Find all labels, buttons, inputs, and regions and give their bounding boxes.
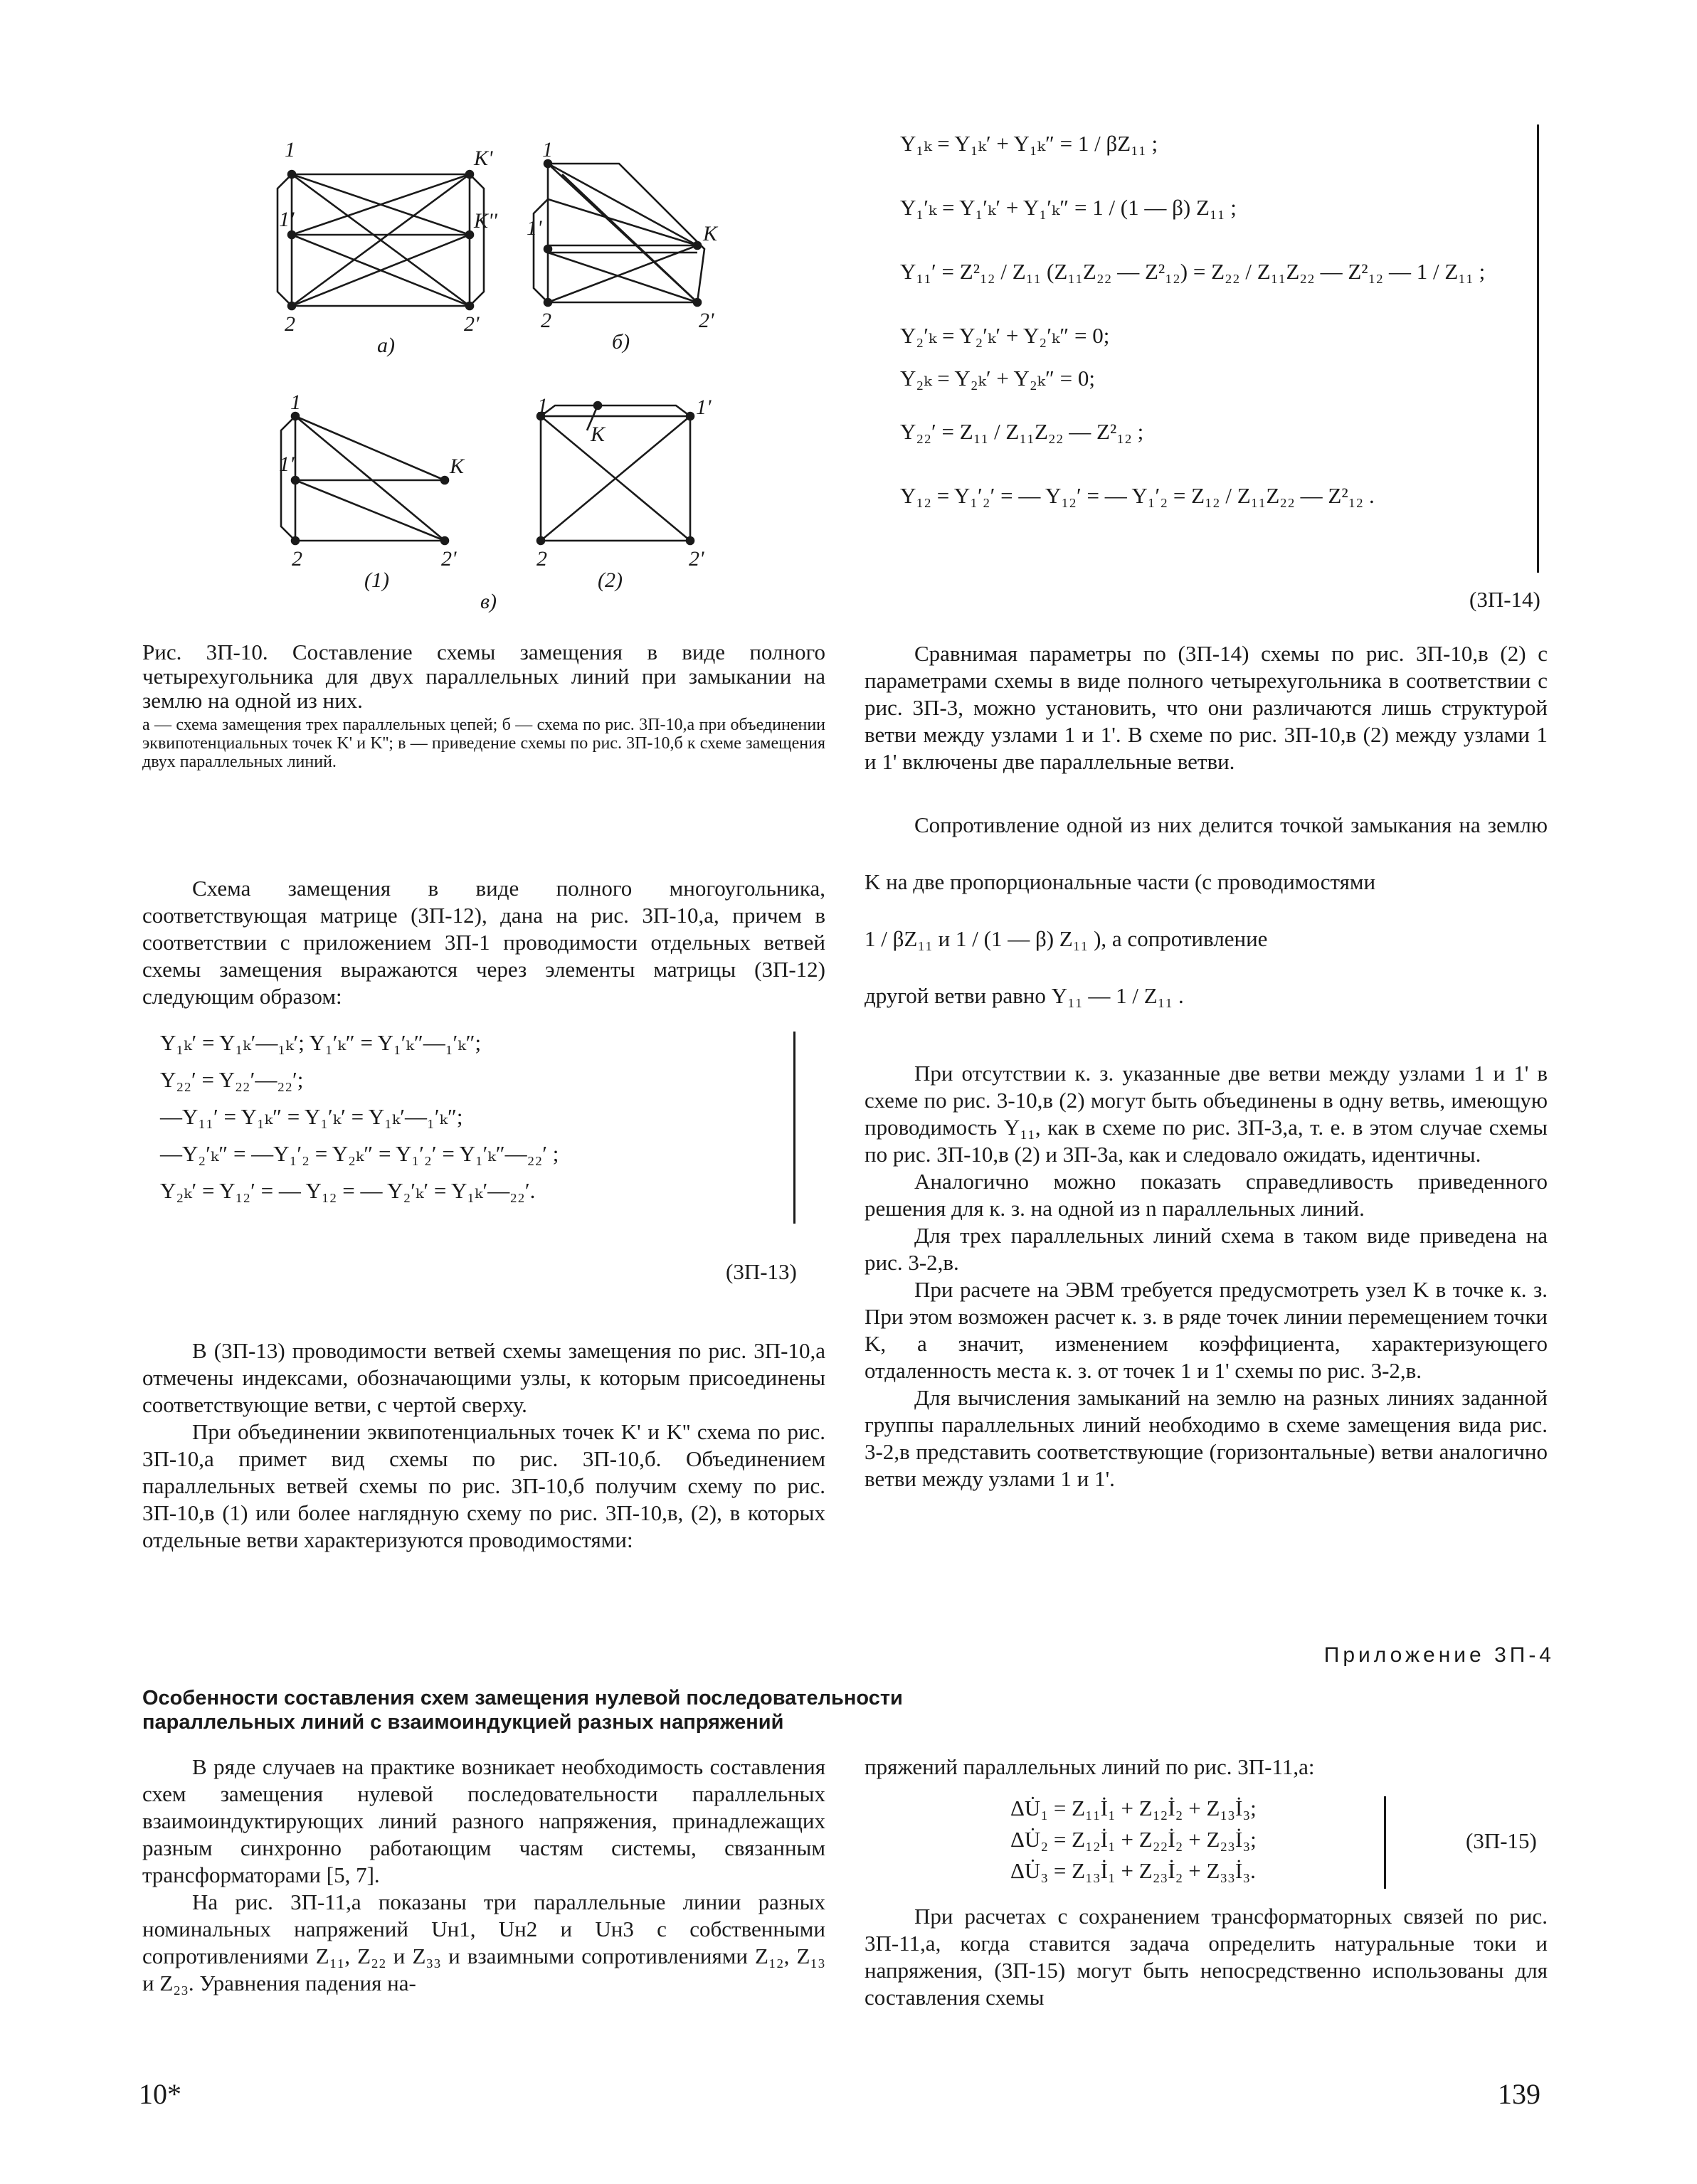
- eq14-line-4: Y₂′ₖ = Y₂′ₖ′ + Y₂′ₖ″ = 0;: [900, 323, 1110, 348]
- section-heading: [142, 1686, 1537, 1734]
- bottom-right-p0: [865, 1754, 1548, 1781]
- bottom-left: [142, 1754, 825, 1997]
- right-col-p1: [865, 640, 1548, 775]
- eq14-line-7: Y₁₂ = Y₁′₂′ = — Y₁₂′ = — Y₁′₂ = Z₁₂ / Z₁₁Z₂₂ — Z²₁₂ .: [900, 483, 1375, 508]
- paragraph: В ряде случаев на практике возникает необходимость составления схем замещения нулевой последовательности параллельных взаимоиндуктирующих линий разного напряжения, принадлежащих разным синхронно работающим частям системы, связанным трансформаторами [5, 7].: [142, 1754, 825, 1887]
- label-v1-1p: 1': [279, 452, 295, 476]
- paragraph: Аналогично можно показать справедливость приведенного решения для к. з. на одной из n параллельных линий.: [865, 1169, 1548, 1221]
- label-b-2: 2: [541, 309, 551, 332]
- label-a-2p: 2': [464, 312, 480, 336]
- eq14-line-2: Y₁′ₖ = Y₁′ₖ′ + Y₁′ₖ″ = 1 / (1 — β) Z₁₁ ;: [900, 195, 1237, 220]
- eq14-line-1: Y₁ₖ = Y₁ₖ′ + Y₁ₖ″ = 1 / βZ₁₁ ;: [900, 131, 1158, 156]
- diagram-v2: [537, 402, 694, 544]
- figure-caption: [142, 640, 825, 771]
- label-b-sub: б): [612, 330, 630, 354]
- eq13-line-1: Y₁ₖ′ = Y₁ₖ′—₁ₖ′; Y₁′ₖ″ = Y₁′ₖ″—₁′ₖ″;: [160, 1030, 482, 1055]
- diagram-b: [534, 160, 704, 306]
- bottom-right-p1: [865, 1903, 1548, 2011]
- paragraph: пряжений параллельных линий по рис. 3П-11,а:: [865, 1754, 1315, 1779]
- eq13-line-2: Y₂₂′ = Y₂₂′—₂₂′;: [160, 1067, 304, 1092]
- paragraph: При объединении эквипотенциальных точек K' и K'' схема по рис. 3П-10,а примет вид схемы по рис. 3П-10,б. Объединением параллельных ветвей схемы по рис. 3П-10,б получим схему по рис. 3П-10,в (1) или более наглядную схему по рис. 3П-10,в, (2), в которых отдельные ветви характеризуются проводимостями:: [142, 1419, 825, 1552]
- eq13-line-4: —Y₂′ₖ″ = —Y₁′₂ = Y₂ₖ″ = Y₁′₂′ = Y₁′ₖ″—₂₂′ ;: [160, 1141, 559, 1166]
- left-col-p1: [142, 875, 825, 1010]
- eq14-line-5: Y₂ₖ = Y₂ₖ′ + Y₂ₖ″ = 0;: [900, 366, 1095, 391]
- right-col-p3-p7: [865, 1060, 1548, 1493]
- eq14-line-3: Y₁₁′ = Z²₁₂ / Z₁₁ (Z₁₁Z₂₂ — Z²₁₂) = Z₂₂ / Z₁₁Z₂₂ — Z²₁₂ — 1 / Z₁₁ ;: [900, 259, 1486, 284]
- label-a-1: 1: [285, 138, 295, 161]
- heading-line-1: Особенности составления схем замещения нулевой последовательности: [142, 1687, 903, 1709]
- eq14-line-6: Y₂₂′ = Z₁₁ / Z₁₁Z₂₂ — Z²₁₂ ;: [900, 419, 1144, 444]
- paragraph: При расчетах с сохранением трансформаторных связей по рис. 3П-11,а, когда ставится задача определить натуральные токи и напряжения, (3П-15) могут быть непосредственно использованы для составления схемы: [865, 1904, 1548, 2010]
- paragraph: При расчете на ЭВМ требуется предусмотреть узел K в точке к. з. При этом возможен расчет к. з. в ряде точек линии перемещением точки K, а значит, изменением коэффициента, характеризующего отдаленность места к. з. от точек 1 и 1' схемы по рис. 3-2,в.: [865, 1277, 1548, 1383]
- diagram-v1: [281, 413, 448, 544]
- label-b-1: 1: [542, 138, 553, 161]
- caption-sub: а — схема замещения трех параллельных цепей; б — схема по рис. 3П-10,а при объединении эквипотенциальных точек K' и K''; в — приведение схемы по рис. 3П-10,б к схеме замещения двух параллельных линий.: [142, 716, 825, 771]
- eq13-line-5: Y₂ₖ′ = Y₁₂′ = — Y₁₂ = — Y₂′ₖ′ = Y₁ₖ′—₂₂′.: [160, 1178, 536, 1203]
- paragraph: Для трех параллельных линий схема в таком виде приведена на рис. 3-2,в.: [865, 1223, 1548, 1275]
- eq13-line-3: —Y₁₁′ = Y₁ₖ″ = Y₁′ₖ′ = Y₁ₖ′—₁′ₖ″;: [160, 1104, 463, 1129]
- eq15-line-2: ΔU̇₂ = Z₁₂İ₁ + Z₂₂İ₂ + Z₂₃İ₃;: [1010, 1827, 1257, 1852]
- label-v2-1: 1: [537, 394, 548, 418]
- figure-3p-10: [263, 135, 726, 619]
- label-v2-2: 2: [536, 547, 547, 571]
- label-v2-2p: 2': [689, 547, 704, 571]
- right-col-p2: [865, 797, 1548, 1024]
- label-b-k: K: [703, 222, 718, 245]
- eq14-brace: [1530, 124, 1539, 573]
- label-b-1p: 1': [527, 216, 542, 240]
- paragraph: Сравнимая параметры по (3П-14) схемы по рис. 3П-10,в (2) с параметрами схемы в виде полного четырехугольника в соответствии с рис. 3П-3, можно установить, что они различаются лишь структурой ветви между узлами 1 и 1'. В схеме по рис. 3П-10,в (2) между узлами 1 и 1' включены две параллельные ветви.: [865, 641, 1548, 774]
- label-v1-sub: (1): [364, 568, 389, 592]
- eq14-number: (3П-14): [1469, 587, 1540, 612]
- label-a-kpp: K'': [474, 209, 497, 233]
- label-v-sub: в): [480, 590, 497, 613]
- footer-signature: 10*: [139, 2078, 181, 2110]
- equation-3p-13: [160, 1028, 800, 1213]
- equation-3p-14: [900, 128, 1540, 523]
- equation-3p-15: [1010, 1793, 1257, 1887]
- label-v1-k: K: [450, 455, 465, 478]
- left-col-p2p3: [142, 1337, 825, 1554]
- paragraph-b: 1 / βZ₁₁ и 1 / (1 — β) Z₁₁ ), а сопротивление: [865, 926, 1268, 951]
- label-v1-2: 2: [292, 547, 302, 571]
- label-a-2: 2: [285, 312, 295, 336]
- heading-line-2: параллельных линий с взаимоиндукцией разных напряжений: [142, 1711, 784, 1734]
- diagram-a: [277, 171, 484, 309]
- paragraph: Схема замещения в виде полного многоугольника, соответствующая матрице (3П-12), дана на рис. 3П-10,а, причем в соответствии с приложением 3П-1 проводимости отдельных ветвей схемы замещения выражаются через элементы матрицы (3П-12) следующим образом:: [142, 876, 825, 1009]
- label-a-kp: K': [474, 147, 493, 170]
- paragraph: На рис. 3П-11,а показаны три параллельные линии разных номинальных напряжений Uн1, Uн2 и Uн3 с собственными сопротивлениями Z₁₁, Z₂₂ и Z₃₃ и взаимными сопротивлениями Z₁₂, Z₁₃ и Z₂₃. Уравнения падения на-: [142, 1889, 825, 1995]
- label-v2-k: K: [591, 423, 606, 446]
- label-v2-1p: 1': [696, 396, 712, 419]
- label-b-2p: 2': [699, 309, 714, 332]
- paragraph: В (3П-13) проводимости ветвей схемы замещения по рис. 3П-10,а отмечены индексами, обозначающими узлы, к которым присоединены соответствующие ветви, с чертой сверху.: [142, 1338, 825, 1417]
- eq15-line-3: ΔU̇₃ = Z₁₃İ₁ + Z₂₃İ₂ + Z₃₃İ₃.: [1010, 1858, 1256, 1883]
- appendix-label: Приложение 3П-4: [1323, 1643, 1555, 1667]
- eq13-number: (3П-13): [726, 1259, 797, 1284]
- page-number: 139: [1498, 2078, 1540, 2110]
- paragraph: Для вычисления замыканий на землю на разных линиях заданной группы параллельных линий необходимо в схеме замещения вида рис. 3-2,в представить соответствующие (горизонтальные) ветви аналогично ветви между узлами 1 и 1'.: [865, 1385, 1548, 1491]
- eq15-line-1: ΔU̇₁ = Z₁₁İ₁ + Z₁₂İ₂ + Z₁₃İ₃;: [1010, 1796, 1257, 1820]
- eq15-number: (3П-15): [1466, 1828, 1537, 1853]
- paragraph-c: другой ветви равно Y₁₁ — 1 / Z₁₁ .: [865, 983, 1184, 1008]
- caption-main: Рис. 3П-10. Составление схемы замещения в виде полного четырехугольника для двух параллельных линий при замыкании на землю на одной из них.: [142, 640, 825, 713]
- label-v1-2p: 2': [441, 547, 457, 571]
- label-a-1p: 1': [279, 208, 295, 231]
- paragraph: При отсутствии к. з. указанные две ветви между узлами 1 и 1' в схеме по рис. 3-10,в (2) могут быть объединены в одну ветвь, имеющую проводимость Y₁₁, как в схеме по рис. 3П-3,а, т. е. в этом случае схемы по рис. 3П-10,в (2) и 3П-3а, как и следовало ожидать, идентичны.: [865, 1061, 1548, 1167]
- label-v1-1: 1: [290, 391, 301, 414]
- paragraph-a: Сопротивление одной из них делится точкой замыкания на землю K на две пропорциональные части (с проводимостями: [865, 812, 1548, 894]
- label-a-sub: а): [377, 334, 395, 357]
- eq15-brace: [1377, 1796, 1386, 1889]
- label-v2-sub: (2): [598, 568, 623, 592]
- eq13-brace: [786, 1032, 795, 1224]
